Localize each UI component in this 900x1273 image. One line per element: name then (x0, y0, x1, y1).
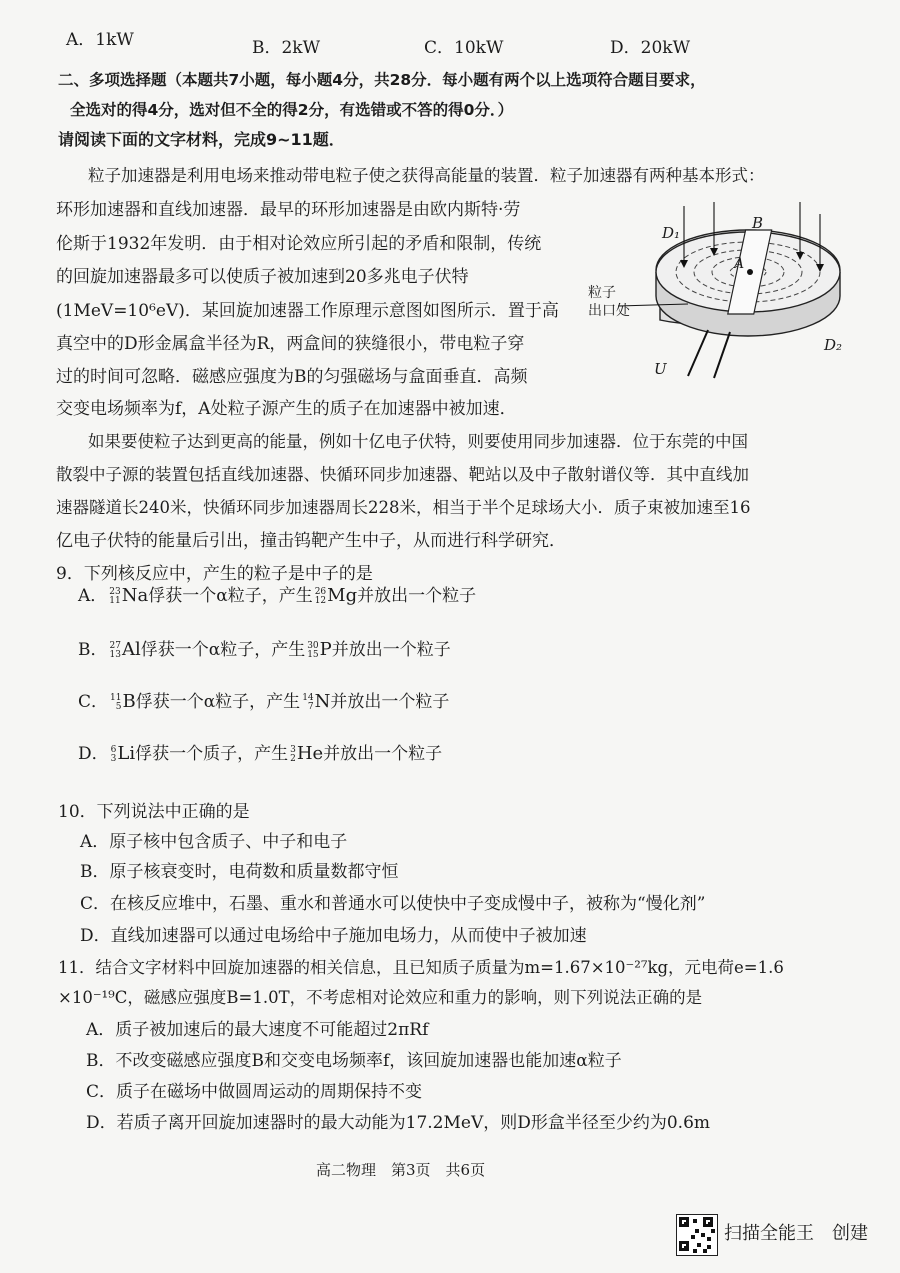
option-text: 并放出一个粒子 (331, 640, 451, 660)
atomic-number: 2 (290, 753, 296, 764)
q9-option-c (78, 690, 449, 714)
atomic-number: 15 (307, 649, 319, 660)
mass-number: 6 (110, 744, 117, 755)
option-text: 并放出一个粒子 (357, 586, 477, 606)
product-nucleus (290, 742, 323, 766)
q11-option-b: B．不改变磁感应强度B和交变电场频率f，该回旋加速器也能加速α粒子 (86, 1051, 622, 1071)
exit-label-line2: 出口处 (588, 303, 630, 319)
q9-option-d (78, 742, 442, 766)
element-symbol: Al (121, 639, 141, 660)
mass-number: 23 (109, 586, 121, 597)
scanner-watermark: 扫描全能王 创建 (724, 1223, 868, 1244)
q8-option-b: B．2kW (252, 38, 321, 58)
label-b: B (752, 214, 764, 232)
q8-option-a: A．1kW (66, 30, 134, 50)
option-text: 俘获一个α粒子，产生 (140, 640, 306, 660)
mass-number: 26 (314, 586, 327, 597)
mass-number: 30 (307, 640, 319, 651)
passage-line: 散裂中子源的装置包括直线加速器、快循环同步加速器、靶站以及中子散射谱仪等．其中直线加 (56, 465, 749, 484)
q11-stem-line2: ×10⁻¹⁹C，磁感应强度B=1.0T，不考虑相对论效应和重力的影响，则下列说法正确的是 (58, 988, 703, 1007)
section-heading-line2: 全选对的得4分，选对但不全的得2分，有选错或不答的得0分．） (70, 101, 514, 119)
exit-label (588, 284, 630, 320)
section-heading-line1: 二、多项选择题（本题共7小题，每小题4分，共28分．每小题有两个以上选项符合题目要求， (58, 71, 706, 89)
option-text: 俘获一个α粒子，产生 (148, 586, 313, 606)
q10-stem: 10．下列说法中正确的是 (58, 802, 250, 822)
element-symbol: N (314, 691, 331, 712)
page-footer: 高二物理 第3页 共6页 (316, 1161, 486, 1179)
passage-line: 交变电场频率为f，A处粒子源产生的质子在加速器中被加速． (56, 399, 517, 419)
passage-line: 如果要使粒子达到更高的能量，例如十亿电子伏特，则要使用同步加速器．位于东莞的中国 (88, 432, 748, 451)
target-nucleus (110, 690, 136, 714)
product-nucleus (307, 638, 332, 662)
q11-option-c: C．质子在磁场中做圆周运动的周期保持不变 (86, 1082, 423, 1102)
q10-option-d: D．直线加速器可以通过电场给中子施加电场力，从而使中子被加速 (80, 926, 587, 946)
option-text: 俘获一个α粒子，产生 (135, 692, 301, 712)
product-nucleus (315, 584, 357, 608)
label-d2: D₂ (824, 336, 843, 354)
atomic-number: 12 (314, 595, 327, 606)
mass-number: 27 (109, 640, 121, 651)
q11-option-d: D．若质子离开回旋加速器时的最大动能为17.2MeV，则D形盒半径至少约为0.6m (86, 1113, 711, 1133)
option-letter: D． (78, 744, 109, 764)
mass-number: 14 (302, 692, 314, 703)
passage-line: 速器隧道长240米，快循环同步加速器周长228米，相当于半个足球场大小．质子束被加速至16 (56, 498, 751, 517)
passage-line: 亿电子伏特的能量后引出，撞击钨靶产生中子，从而进行科学研究． (56, 531, 566, 551)
element-symbol: P (319, 639, 332, 660)
option-letter: B． (78, 640, 108, 660)
option-text: 并放出一个粒子 (330, 692, 450, 712)
q10-option-b: B．原子核衰变时，电荷数和质量数都守恒 (80, 862, 399, 882)
atomic-number: 3 (110, 753, 117, 764)
q8-option-c: C．10kW (424, 38, 504, 58)
q11-stem-line1: 11．结合文字材料中回旋加速器的相关信息，且已知质子质量为m=1.67×10⁻²⁷kg，元电荷e=1.6 (58, 958, 784, 977)
target-nucleus (110, 638, 141, 662)
q10-option-a: A．原子核中包含质子、中子和电子 (80, 832, 348, 852)
atomic-number: 7 (307, 701, 314, 712)
atomic-number: 13 (109, 649, 121, 660)
passage-line: 粒子加速器是利用电场来推动带电粒子使之获得高能量的装置．粒子加速器有两种基本形式： (88, 166, 765, 185)
passage-line: 伦斯于1932年发明．由于相对论效应所引起的矛盾和限制，传统 (56, 234, 542, 254)
qr-code-icon (676, 1214, 718, 1256)
passage-line: 的回旋加速器最多可以使质子被加速到20多兆电子伏特 (56, 267, 469, 287)
q9-stem: 9．下列核反应中，产生的粒子是中子的是 (56, 564, 373, 584)
product-nucleus (302, 690, 330, 714)
passage-line: 真空中的D形金属盒半径为R，两盒间的狭缝很小，带电粒子穿 (56, 334, 525, 354)
q9-option-b (78, 638, 451, 662)
element-symbol: He (296, 743, 324, 764)
mass-number: 11 (110, 692, 122, 703)
element-symbol: Li (117, 743, 136, 764)
label-a: A (734, 256, 745, 272)
q10-option-c: C．在核反应堆中，石墨、重水和普通水可以使快中子变成慢中子，被称为“慢化剂” (80, 894, 706, 914)
target-nucleus (111, 742, 135, 766)
passage-line: 过的时间可忽略．磁感应强度为B的匀强磁场与盒面垂直．高频 (56, 367, 528, 387)
mass-number: 3 (290, 744, 296, 755)
element-symbol: Mg (327, 585, 358, 606)
option-letter: C． (78, 692, 109, 712)
cyclotron-figure (588, 200, 848, 390)
label-d1: D₁ (662, 224, 681, 242)
target-nucleus (109, 584, 148, 608)
option-text: 俘获一个质子，产生 (135, 744, 289, 764)
reading-prompt: 请阅读下面的文字材料，完成9~11题． (58, 130, 345, 149)
element-symbol: B (122, 691, 136, 712)
option-letter: A． (78, 586, 108, 606)
q8-option-d: D．20kW (610, 38, 691, 58)
q9-option-a (78, 584, 476, 608)
option-text: 并放出一个粒子 (323, 744, 443, 764)
exit-label-line1: 粒子 (588, 285, 616, 301)
passage-line: (1MeV=10⁶eV)．某回旋加速器工作原理示意图如图所示．置于高 (56, 301, 559, 321)
element-symbol: Na (121, 585, 149, 606)
atomic-number: 5 (115, 701, 122, 712)
passage-line: 环形加速器和直线加速器．最早的环形加速器是由欧内斯特·劳 (56, 200, 521, 220)
q11-option-a: A．质子被加速后的最大速度不可能超过2πRf (86, 1020, 429, 1040)
label-u: U (654, 360, 667, 378)
atomic-number: 11 (109, 595, 121, 606)
